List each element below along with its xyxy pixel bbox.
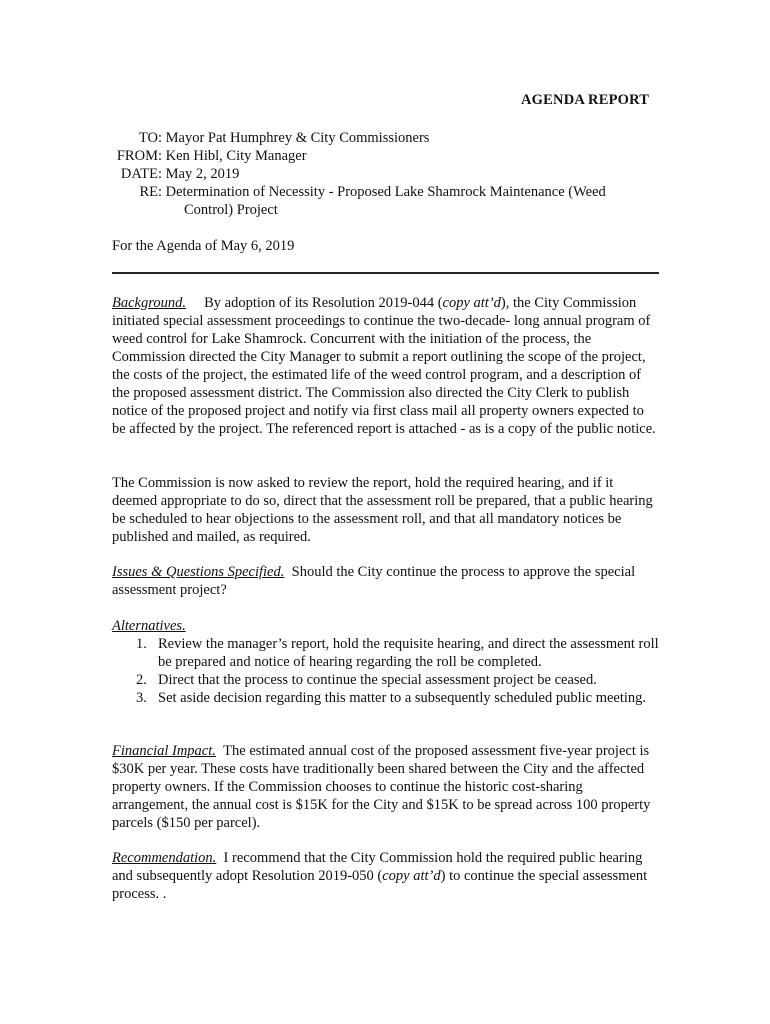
background-text-b: ), the City Commission initiated special assessment proceedings to continue the two-decade- long annual program of weed control for Lake Shamrock. Concurrent with the initiation of the process, the Commission directed the City Manager to submit a report outlining the scope of the project, the costs of the project, the estimated life of the weed control program, and a description of the proposed assessment district. The Commission also directed the City Clerk to publish notice of the proposed project and notify via first class mail all property owners expected to be affected by the project. The referenced report is attached - as is a copy of the public notice. [112,295,656,437]
memo-from-value: Ken Hibl, City Manager [165,148,307,164]
list-item-number: 2. [136,672,147,688]
recommendation-paragraph [112,849,660,903]
list-item-text: Set aside decision regarding this matter to a subsequently scheduled public meeting. [158,690,647,706]
agenda-line [112,237,294,255]
report-title: AGENDA REPORT [521,92,650,108]
background-heading: Background. [112,295,186,311]
memo-re-line2 [184,201,278,219]
agenda-date-text: For the Agenda of May 6, 2019 [112,238,295,254]
commission-paragraph [112,474,660,546]
financial-heading: Financial Impact. [112,743,216,759]
issues-heading: Issues & Questions Specified. [112,564,285,580]
issues-text: Should the City continue the process to approve the special assessment project? [112,564,636,598]
alternatives-heading: Alternatives. [112,618,186,634]
list-item-number: 1. [136,636,147,652]
memo-from-line [112,147,307,165]
recommendation-text-b: ) to continue the special assessment process. . [112,868,648,902]
memo-from-label: FROM: [116,148,162,164]
memo-date-line [112,165,239,183]
alternatives-list [112,635,660,707]
background-italic: copy att’d [442,295,501,311]
issues-paragraph [112,563,660,599]
list-item-text: Direct that the process to continue the special assessment project be ceased. [158,672,597,688]
recommendation-heading: Recommendation. [112,850,217,866]
list-item-text: Review the manager’s report, hold the requisite hearing, and direct the assessment roll be prepared and notice of hearing regarding the roll be completed. [158,636,659,670]
background-paragraph [112,294,660,438]
recommendation-italic: copy att’d [382,868,441,884]
memo-re-label: RE: [139,184,162,200]
list-item-number: 3. [136,690,147,706]
financial-paragraph [112,742,660,832]
list-item [112,689,660,707]
memo-to-label: TO: [138,130,162,146]
section-divider [112,272,659,274]
memo-date-value: May 2, 2019 [165,166,240,182]
commission-text: The Commission is now asked to review the report, hold the required hearing, and if it deemed appropriate to do so, direct that the assessment roll be prepared, that a public hearing be scheduled to hear objections to the assessment roll, and that all mandatory notices be published and mailed, as required. [112,475,653,545]
recommendation-text-a: I recommend that the City Commission hold the required public hearing and subsequently adopt Resolution 2019-050 ( [112,850,643,884]
list-item [112,635,660,671]
memo-re-line [112,183,606,201]
alternatives-heading-block [112,617,660,635]
memo-re-value-line2: Control) Project [184,202,278,218]
list-item [112,671,660,689]
memo-date-label: DATE: [120,166,162,182]
memo-to-line [112,129,429,147]
memo-to-value: Mayor Pat Humphrey & City Commissioners [165,130,430,146]
memo-re-value-line1: Determination of Necessity - Proposed Lake Shamrock Maintenance (Weed [165,184,606,200]
background-text-a: By adoption of its Resolution 2019-044 ( [204,295,443,311]
financial-text: The estimated annual cost of the proposed assessment five-year project is $30K per year. These costs have traditionally been shared between the City and the affected property owners. If the Commission chooses to continue the historic cost-sharing arrangement, the annual cost is $15K for the City and $15K to be spread across 100 property parcels ($150 per parcel). [112,743,651,831]
